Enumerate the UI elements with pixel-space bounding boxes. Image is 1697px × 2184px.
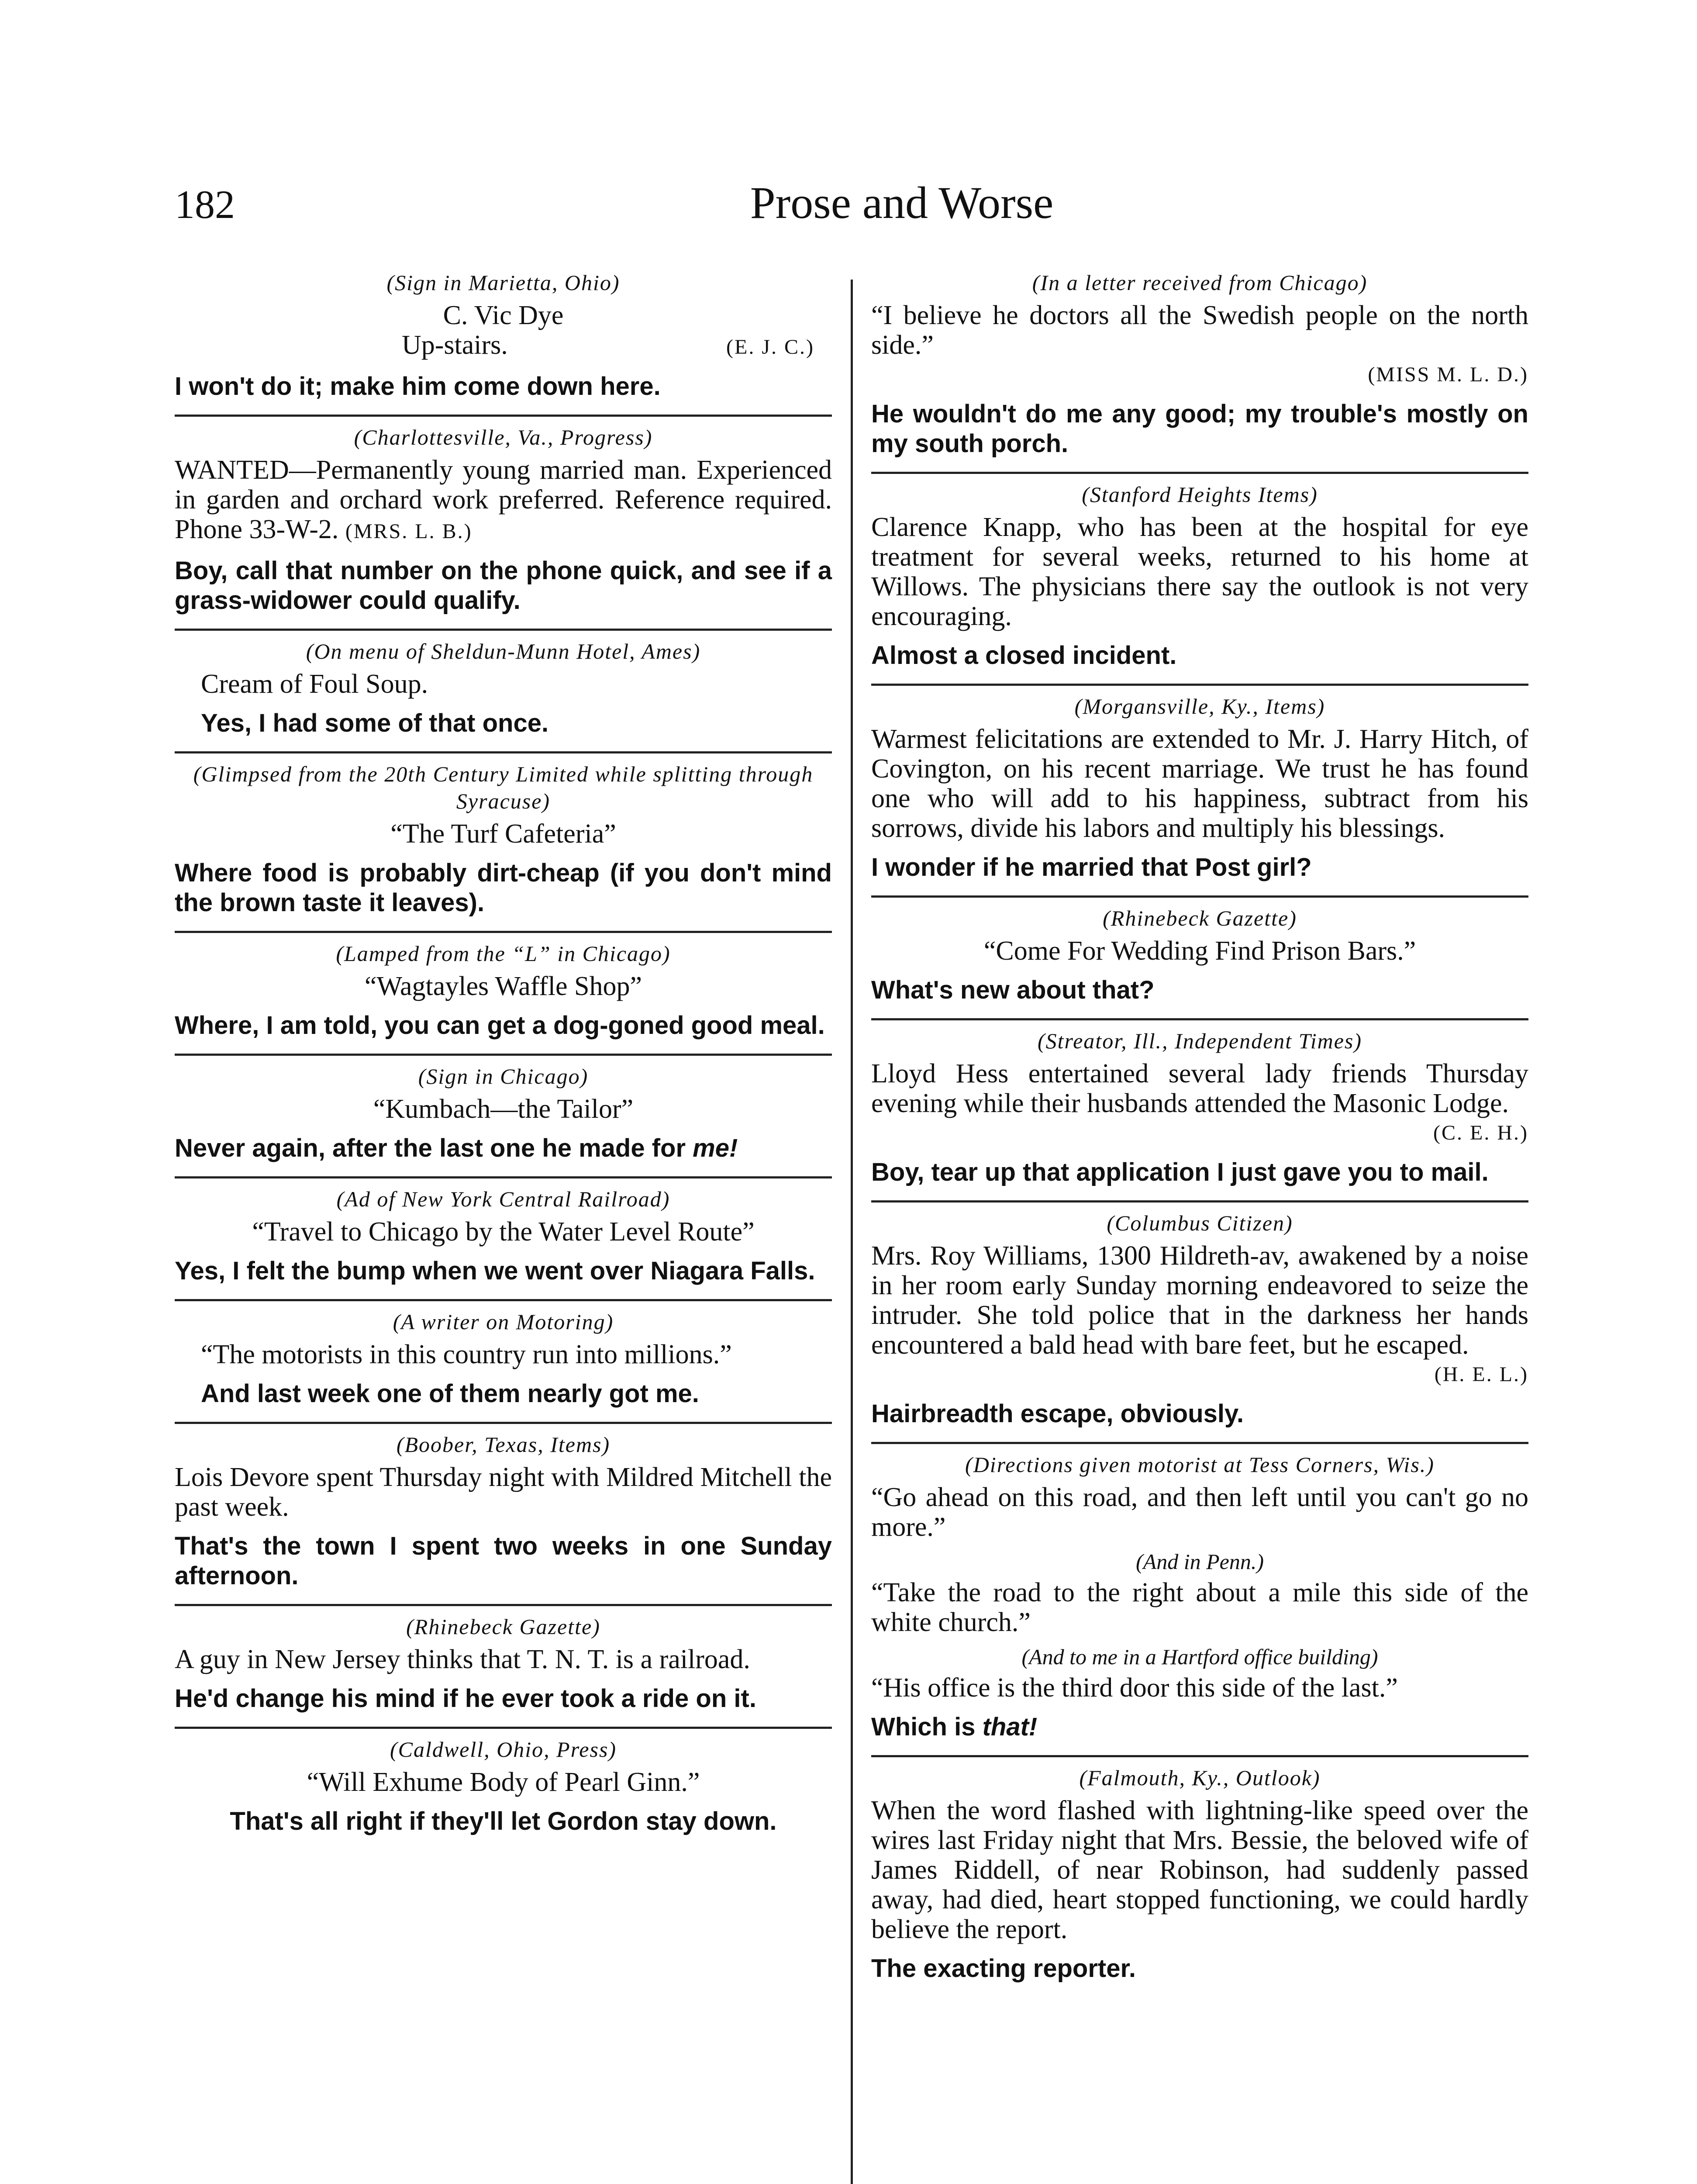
clipping-quote (175, 455, 832, 546)
clipping-quote: Cream of Foul Soup. (201, 669, 428, 699)
page-number: 182 (175, 182, 235, 227)
clipping-item (871, 1444, 1528, 1757)
clipping-source: (Stanford Heights Items) (1082, 482, 1318, 507)
clipping-item (871, 474, 1528, 686)
clipping-quote: C. Vic Dye (443, 301, 564, 330)
clipping-text: WANTED—Permanently young married man. Experienced in garden and orchard work preferred. Reference required. Phone 33-W-2. (175, 455, 832, 544)
right-column (871, 262, 1528, 1997)
clipping-quote: Up-stairs. (402, 330, 508, 360)
contributor-initials: (E. J. C.) (726, 335, 814, 359)
editor-retort: Boy, call that number on the phone quick, and see if a grass-widower could qualify. (175, 556, 832, 615)
clipping-source: (In a letter received from Chicago) (1032, 270, 1368, 295)
clipping-source: (Streator, Ill., Independent Times) (1037, 1029, 1362, 1053)
retort-text: Which is (871, 1713, 976, 1741)
editor-retort: Yes, I had some of that once. (201, 709, 549, 737)
clipping-source: (Columbus Citizen) (1107, 1211, 1293, 1235)
clipping-quote: “Will Exhume Body of Pearl Ginn.” (307, 1767, 700, 1797)
clipping-quote: “His office is the third door this side of the last.” (871, 1673, 1398, 1703)
clipping-source: (Directions given motorist at Tess Corners, Wis.) (965, 1452, 1435, 1477)
editor-retort: That's the town I spent two weeks in one Sunday afternoon. (175, 1532, 832, 1590)
editor-retort: Yes, I felt the bump when we went over Niagara Falls. (175, 1257, 815, 1285)
clipping-source: (Charlottesville, Va., Progress) (354, 425, 653, 449)
clipping-item (871, 898, 1528, 1020)
contributor-initials: (C. E. H.) (1433, 1121, 1528, 1144)
clipping-quote: Lois Devore spent Thursday night with Mildred Mitchell the past week. (175, 1462, 832, 1522)
editor-retort: And last week one of them nearly got me. (201, 1379, 699, 1408)
editor-retort: That's all right if they'll let Gordon stay down. (230, 1807, 777, 1835)
editor-retort: He wouldn't do me any good; my trouble's mostly on my south porch. (871, 400, 1528, 458)
contributor-initials: (MRS. L. B.) (345, 520, 473, 543)
clipping-source: (Lamped from the “L” in Chicago) (336, 941, 671, 966)
clipping-source: (Rhinebeck Gazette) (406, 1614, 600, 1639)
clipping-item (175, 753, 832, 933)
clipping-quote: “Go ahead on this road, and then left until you can't go no more.” (871, 1482, 1528, 1542)
clipping-source: (Sign in Chicago) (418, 1064, 589, 1089)
page-header (175, 177, 1629, 242)
clipping-item (175, 262, 832, 417)
clipping-quote (871, 1241, 1528, 1389)
clipping-item (871, 1020, 1528, 1203)
clipping-sub-source: (And in Penn.) (1136, 1549, 1264, 1574)
retort-emphasis: that! (982, 1713, 1038, 1741)
clipping-source: (Rhinebeck Gazette) (1103, 906, 1297, 930)
editor-retort: Boy, tear up that application I just gave you to mail. (871, 1158, 1489, 1186)
clipping-source: (Falmouth, Ky., Outlook) (1079, 1766, 1321, 1790)
column-divider (851, 280, 853, 2184)
contributor-initials: (MISS M. L. D.) (1368, 363, 1528, 386)
editor-retort: What's new about that? (871, 976, 1155, 1004)
editor-retort: He'd change his mind if he ever took a ride on it. (175, 1684, 756, 1713)
clipping-item (871, 686, 1528, 898)
clipping-source: (Caldwell, Ohio, Press) (390, 1737, 617, 1762)
clipping-text: Lloyd Hess entertained several lady friends Thursday evening while their husbands attended the Masonic Lodge. (871, 1059, 1528, 1118)
clipping-text: “I believe he doctors all the Swedish people on the north side.” (871, 301, 1528, 360)
editor-retort: Where food is probably dirt-cheap (if you don't mind the brown taste it leaves). (175, 859, 832, 917)
clipping-source: (Boober, Texas, Items) (396, 1432, 611, 1457)
clipping-item (175, 1178, 832, 1301)
clipping-item (871, 262, 1528, 474)
clipping-text: Mrs. Roy Williams, 1300 Hildreth-av, awakened by a noise in her room early Sunday morning endeavored to seize the intruder. She told police that in the darkness her hands encountered a bald head with bare feet, but he escaped. (871, 1241, 1528, 1360)
clipping-source: (On menu of Sheldun-Munn Hotel, Ames) (306, 639, 701, 663)
clipping-item (175, 417, 832, 631)
editor-retort: Almost a closed incident. (871, 641, 1177, 670)
editor-retort: Hairbreadth escape, obviously. (871, 1400, 1244, 1428)
clipping-quote: When the word flashed with lightning-like speed over the wires last Friday night that Mrs. Bessie, the beloved wife of James Riddell, of near Robinson, had suddenly passed away, had died, heart stopped functioning, we could hardly believe the report. (871, 1796, 1528, 1944)
clipping-quote: “Come For Wedding Find Prison Bars.” (983, 936, 1416, 966)
clipping-source: (Glimpsed from the 20th Century Limited while splitting through Syracuse) (193, 762, 814, 813)
running-title: Prose and Worse (750, 178, 1054, 228)
clipping-quote (871, 1059, 1528, 1148)
clipping-source: (A writer on Motoring) (393, 1310, 614, 1334)
contributor-initials: (H. E. L.) (1434, 1363, 1528, 1386)
clipping-source: (Ad of New York Central Railroad) (336, 1187, 670, 1211)
clipping-quote: “Take the road to the right about a mile this side of the white church.” (871, 1578, 1528, 1637)
editor-retort (871, 1712, 1528, 1742)
editor-retort: I wonder if he married that Post girl? (871, 853, 1312, 881)
clipping-quote: “The motorists in this country run into millions.” (201, 1340, 732, 1369)
retort-text: Never again, after the last one he made for (175, 1134, 686, 1162)
clipping-quote: “Travel to Chicago by the Water Level Route” (252, 1217, 755, 1247)
retort-emphasis: me! (693, 1134, 738, 1162)
clipping-item (175, 631, 832, 753)
editor-retort (175, 1133, 832, 1163)
clipping-item (175, 1056, 832, 1178)
clipping-quote: Clarence Knapp, who has been at the hospital for eye treatment for several weeks, returned to his home at Willows. The physicians there say the outlook is not very encouraging. (871, 512, 1528, 631)
left-column (175, 262, 832, 1849)
clipping-quote (871, 301, 1528, 390)
clipping-quote: “Wagtayles Waffle Shop” (364, 971, 642, 1001)
clipping-item (871, 1757, 1528, 1997)
clipping-item (175, 933, 832, 1056)
clipping-item (871, 1203, 1528, 1444)
clipping-quote: “Kumbach—the Tailor” (373, 1094, 634, 1124)
clipping-quote: “The Turf Cafeteria” (390, 819, 616, 849)
clipping-quote: Warmest felicitations are extended to Mr. J. Harry Hitch, of Covington, on his recent marriage. We trust he has found one who will add to his happiness, subtract from his sorrows, divide his labors and multiply his blessings. (871, 724, 1528, 843)
clipping-item (175, 1606, 832, 1729)
clipping-source: (Morgansville, Ky., Items) (1074, 694, 1325, 719)
clipping-item (175, 1424, 832, 1606)
clipping-item (175, 1729, 832, 1849)
clipping-sub-source: (And to me in a Hartford office building) (1021, 1645, 1378, 1669)
editor-retort: Where, I am told, you can get a dog-goned good meal. (175, 1011, 825, 1040)
clipping-source: (Sign in Marietta, Ohio) (386, 270, 620, 295)
editor-retort: The exacting reporter. (871, 1954, 1136, 1983)
clipping-item (175, 1301, 832, 1424)
clipping-quote: A guy in New Jersey thinks that T. N. T. is a railroad. (175, 1645, 750, 1674)
clipping-quote-row (175, 330, 832, 362)
editor-retort: I won't do it; make him come down here. (175, 372, 661, 401)
